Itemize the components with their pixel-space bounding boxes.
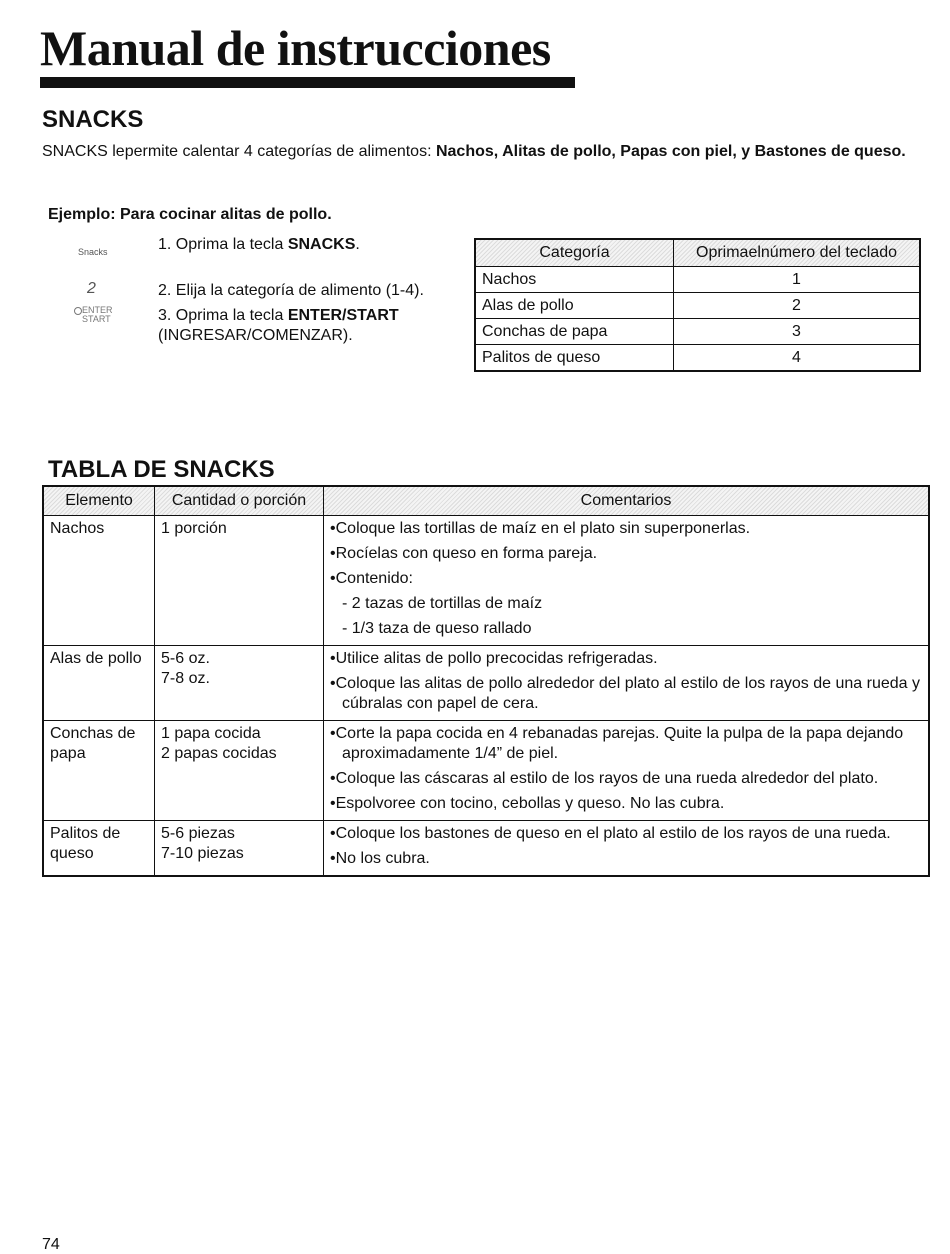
intro-text: SNACKS lepermite calentar 4 categorías de alimentos: bbox=[42, 143, 436, 160]
step-1-end: . bbox=[355, 236, 360, 253]
comment-bullet: • Rocíelas con queso en forma pareja. bbox=[330, 544, 922, 564]
category-cell: Conchas de papa bbox=[475, 319, 674, 345]
step-3 bbox=[158, 306, 448, 346]
category-cell: Nachos bbox=[475, 267, 674, 293]
comments-cell bbox=[324, 821, 930, 877]
quantity-cell bbox=[155, 721, 324, 821]
comment-bullet: • Corte la papa cocida en 4 rebanadas parejas. Quite la pulpa de la papa dejando aproximadamente 1/4” de piel. bbox=[330, 724, 922, 764]
page-number: 74 bbox=[42, 1236, 60, 1253]
quantity-line: 7-8 oz. bbox=[161, 670, 210, 687]
example-title: Ejemplo: Para cocinar alitas de pollo. bbox=[48, 206, 332, 223]
item-cell: Conchas de papa bbox=[43, 721, 155, 821]
comments-cell bbox=[324, 646, 930, 721]
quantity-line: 7-10 piezas bbox=[161, 845, 244, 862]
category-table bbox=[474, 238, 921, 372]
item-cell: Nachos bbox=[43, 516, 155, 646]
enter-key-label: ENTER bbox=[82, 305, 113, 315]
table-row bbox=[475, 345, 920, 372]
table-row bbox=[475, 293, 920, 319]
start-key-label: START bbox=[82, 314, 111, 324]
number-cell: 2 bbox=[674, 293, 921, 319]
comment-bullet: • Utilice alitas de pollo precocidas refrigeradas. bbox=[330, 649, 922, 669]
number-cell: 1 bbox=[674, 267, 921, 293]
digit-key-icon: 2 bbox=[87, 280, 96, 297]
quantity-line: 2 papas cocidas bbox=[161, 745, 277, 762]
step-3-key: ENTER/START bbox=[287, 307, 399, 324]
comment-bullet: • No los cubra. bbox=[330, 849, 922, 869]
comment-bullet: • Coloque las tortillas de maíz en el plato sin superponerlas. bbox=[330, 519, 922, 539]
table-row bbox=[475, 319, 920, 345]
comment-bullet: • Contenido: bbox=[330, 569, 922, 589]
page-title: Manual de instrucciones bbox=[40, 20, 551, 76]
step-1 bbox=[158, 235, 448, 255]
quantity-cell bbox=[155, 821, 324, 877]
keypad-number-header: Oprimaelnúmero del teclado bbox=[674, 239, 921, 267]
quantity-header: Cantidad o porción bbox=[155, 486, 324, 516]
item-header: Elemento bbox=[43, 486, 155, 516]
table-row bbox=[43, 646, 929, 721]
quantity-cell bbox=[155, 646, 324, 721]
comment-bullet: • Coloque las cáscaras al estilo de los rayos de una rueda alrededor del plato. bbox=[330, 769, 922, 789]
step-3-text: 3. Oprima la tecla bbox=[158, 307, 288, 324]
snack-table bbox=[42, 485, 930, 877]
comment-bullet: • Coloque los bastones de queso en el plato al estilo de los rayos de una rueda. bbox=[330, 824, 922, 844]
table-row bbox=[43, 821, 929, 877]
table-row bbox=[43, 516, 929, 646]
enter-start-key-icon bbox=[74, 306, 113, 324]
intro-bold-text: Nachos, Alitas de pollo, Papas con piel, y Bastones de queso. bbox=[435, 143, 906, 160]
comment-bullet: • Coloque las alitas de pollo alrededor del plato al estilo de los rayos de una rueda y cúbralas con papel de cera. bbox=[330, 674, 922, 714]
category-cell: Alas de pollo bbox=[475, 293, 674, 319]
item-cell: Palitos de queso bbox=[43, 821, 155, 877]
category-cell: Palitos de queso bbox=[475, 345, 674, 372]
step-1-text: 1. Oprima la tecla bbox=[158, 236, 288, 253]
quantity-cell bbox=[155, 516, 324, 646]
number-cell: 4 bbox=[674, 345, 921, 372]
comments-cell bbox=[324, 721, 930, 821]
number-cell: 3 bbox=[674, 319, 921, 345]
step-3-end: (INGRESAR/COMENZAR). bbox=[158, 327, 353, 344]
item-cell: Alas de pollo bbox=[43, 646, 155, 721]
table-row bbox=[43, 721, 929, 821]
table-row bbox=[475, 267, 920, 293]
quantity-line: 5-6 piezas bbox=[161, 825, 235, 842]
quantity-line: 1 papa cocida bbox=[161, 725, 261, 742]
snacks-intro bbox=[42, 141, 922, 163]
quantity-line: 1 porción bbox=[161, 520, 227, 537]
step-1-key: SNACKS bbox=[287, 236, 356, 253]
comment-bullet: • Espolvoree con tocino, cebollas y queso. No las cubra. bbox=[330, 794, 922, 814]
title-rule bbox=[40, 77, 575, 88]
comments-header: Comentarios bbox=[324, 486, 930, 516]
comment-sub-item: - 2 tazas de tortillas de maíz bbox=[330, 594, 922, 614]
snacks-key-icon: Snacks bbox=[78, 247, 108, 257]
step-2: 2. Elija la categoría de alimento (1-4). bbox=[158, 282, 424, 299]
snacks-heading: SNACKS bbox=[42, 106, 144, 133]
category-header: Categoría bbox=[475, 239, 674, 267]
comment-sub-item: - 1/3 taza de queso rallado bbox=[330, 619, 922, 639]
quantity-line: 5-6 oz. bbox=[161, 650, 210, 667]
snack-table-heading: TABLA DE SNACKS bbox=[48, 456, 275, 483]
comments-cell bbox=[324, 516, 930, 646]
